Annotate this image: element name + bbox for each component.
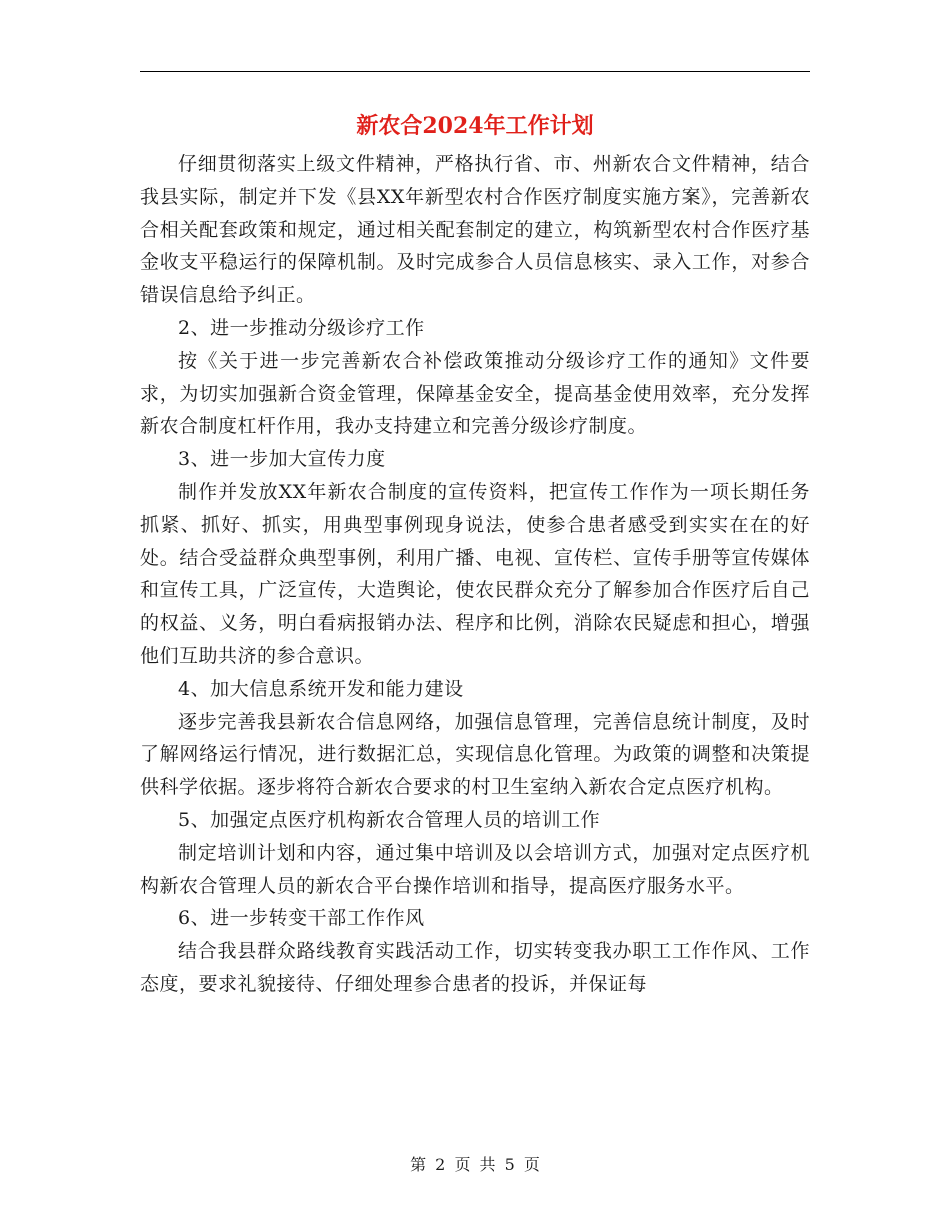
page-number-footer: 第 2 页 共 5 页: [410, 1155, 540, 1174]
paragraph-section-5: 制定培训计划和内容，通过集中培训及以会培训方式，加强对定点医疗机构新农合管理人员的新农合平台操作培训和指导，提高医疗服务水平。: [140, 841, 810, 897]
section-heading-4: 4、加大信息系统开发和能力建设: [178, 677, 464, 700]
paragraph-section-2: 按《关于进一步完善新农合补偿政策推动分级诊疗工作的通知》文件要求，为切实加强新合资金管理，保障基金安全，提高基金使用效率，充分发挥新农合制度杠杆作用，我办支持建立和完善分级诊疗制度。: [140, 349, 810, 438]
section-heading-6: 6、进一步转变干部工作作风: [178, 907, 425, 930]
section-heading-5: 5、加强定点医疗机构新农合管理人员的培训工作: [178, 808, 601, 831]
section-heading-3: 3、进一步加大宣传力度: [178, 448, 386, 471]
paragraph-section-4: 逐步完善我县新农合信息网络，加强信息管理，完善信息统计制度，及时了解网络运行情况，进行数据汇总，实现信息化管理。为政策的调整和决策提供科学依据。逐步将符合新农合要求的村卫生室纳入新农合定点医疗机构。: [140, 710, 810, 799]
document-title: 新农合2024年工作计划: [356, 113, 594, 139]
paragraph-section-3: 制作并发放XX年新农合制度的宣传资料，把宣传工作作为一项长期任务抓紧、抓好、抓实，用典型事例现身说法，使参合患者感受到实实在在的好处。结合受益群众典型事例，利用广播、电视、宣传栏、宣传手册等宣传媒体和宣传工具，广泛宣传，大造舆论，使农民群众充分了解参加合作医疗后自己的权益、义务，明白看病报销办法、程序和比例，消除农民疑虑和担心，增强他们互助共济的参合意识。: [140, 480, 810, 667]
section-heading-2: 2、进一步推动分级诊疗工作: [178, 316, 425, 339]
header-rule: [140, 71, 810, 72]
paragraph-section-6: 结合我县群众路线教育实践活动工作，切实转变我办职工工作作风、工作态度，要求礼貌接待、仔细处理参合患者的投诉，并保证每: [140, 940, 810, 995]
paragraph-intro: 仔细贯彻落实上级文件精神，严格执行省、市、州新农合文件精神，结合我县实际，制定并下发《县XX年新型农村合作医疗制度实施方案》，完善新农合相关配套政策和规定，通过相关配套制定的建立，构筑新型农村合作医疗基金收支平稳运行的保障机制。及时完成参合人员信息核实、录入工作，对参合错误信息给予纠正。: [140, 153, 810, 307]
document-body: [140, 148, 810, 1001]
